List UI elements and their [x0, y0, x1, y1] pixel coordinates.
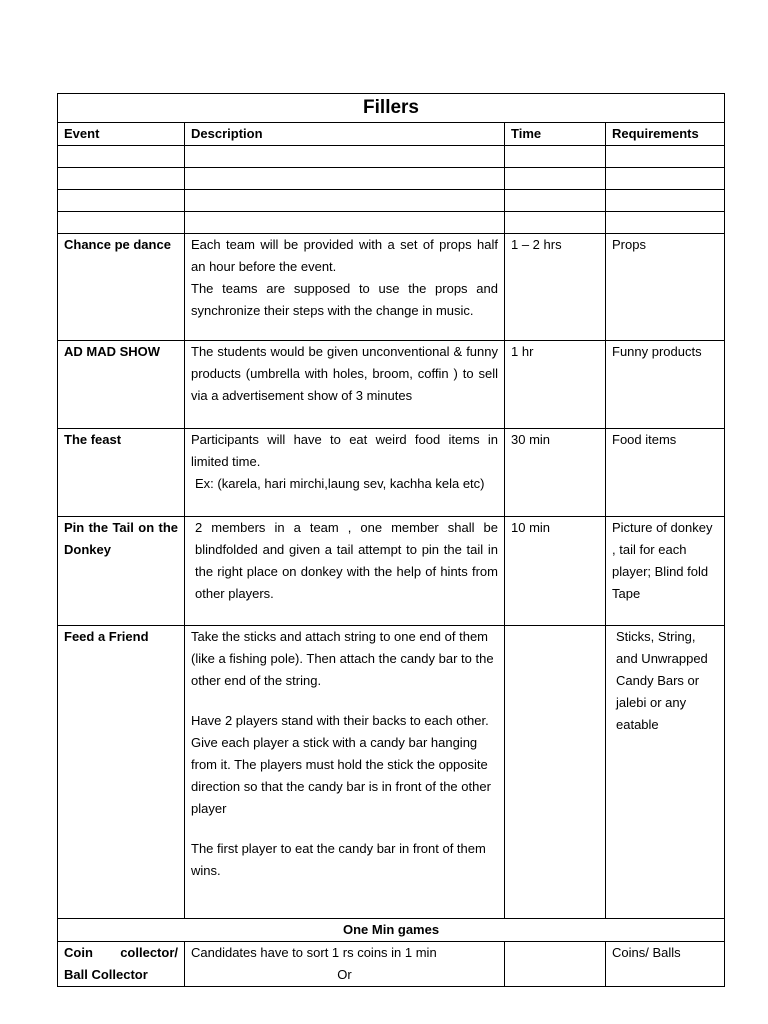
description-text: Have 2 players stand with their backs to each other. Give each player a stick with a candy bar hanging from it. The players must hold the stick the opposite direction so that the candy bar is in front of the other player [191, 713, 491, 816]
time-cell: 30 min [505, 429, 606, 517]
header-time: Time [505, 123, 606, 146]
table-row [58, 626, 725, 919]
table-row [58, 429, 725, 517]
description-text: Participants will have to eat weird food items in limited time. [191, 432, 498, 469]
time-cell: 10 min [505, 517, 606, 626]
blank-row [58, 212, 725, 234]
header-row [58, 123, 725, 146]
requirements-cell: Funny products [606, 341, 725, 429]
event-cell: Coin collector/ Ball Collector [58, 942, 185, 987]
description-text: The first player to eat the candy bar in front of them wins. [191, 841, 486, 878]
description-cell [185, 942, 505, 987]
event-cell: AD MAD SHOW [58, 341, 185, 429]
header-description: Description [185, 123, 505, 146]
blank-row [58, 146, 725, 168]
header-event: Event [58, 123, 185, 146]
table-title: Fillers [58, 94, 725, 123]
description-cell [185, 234, 505, 341]
header-requirements: Requirements [606, 123, 725, 146]
table-row [58, 517, 725, 626]
blank-row [58, 190, 725, 212]
section-row [58, 919, 725, 942]
document-page [57, 93, 724, 987]
fillers-table [57, 93, 725, 987]
requirements-cell: Props [606, 234, 725, 341]
description-text: The students would be given unconventional & funny products (umbrella with holes, broom, coffin ) to sell via a advertisement show of 3 minutes [191, 344, 498, 403]
description-text: 2 members in a team , one member shall be blindfolded and given a tail attempt to pin the tail in the right place on donkey with the help of hints from other players. [195, 520, 498, 601]
table-row [58, 942, 725, 987]
description-cell [185, 517, 505, 626]
requirements-cell: Coins/ Balls [606, 942, 725, 987]
time-cell [505, 942, 606, 987]
event-cell: The feast [58, 429, 185, 517]
time-cell: 1 – 2 hrs [505, 234, 606, 341]
description-text: Take the sticks and attach string to one end of them (like a fishing pole). Then attach the candy bar to the other end of the string. [191, 629, 494, 688]
blank-row [58, 168, 725, 190]
event-cell: Chance pe dance [58, 234, 185, 341]
table-row [58, 341, 725, 429]
description-or: Or [337, 967, 352, 982]
description-text: Candidates have to sort 1 rs coins in 1 min [191, 945, 437, 960]
event-cell: Feed a Friend [58, 626, 185, 919]
requirements-cell: Food items [606, 429, 725, 517]
description-text: The teams are supposed to use the props and synchronize their steps with the change in music. [191, 281, 498, 318]
requirements-cell: Sticks, String, and Unwrapped Candy Bars or jalebi or any eatable [606, 626, 725, 919]
section-title: One Min games [58, 919, 725, 942]
time-cell [505, 626, 606, 919]
description-cell [185, 626, 505, 919]
description-cell [185, 429, 505, 517]
time-cell: 1 hr [505, 341, 606, 429]
event-cell: Pin the Tail on the Donkey [58, 517, 185, 626]
description-text: Ex: (karela, hari mirchi,laung sev, kachha kela etc) [195, 476, 485, 491]
description-cell [185, 341, 505, 429]
requirements-cell: Picture of donkey , tail for each player; Blind fold Tape [606, 517, 725, 626]
description-text: Each team will be provided with a set of props half an hour before the event. [191, 237, 498, 274]
table-row [58, 234, 725, 341]
